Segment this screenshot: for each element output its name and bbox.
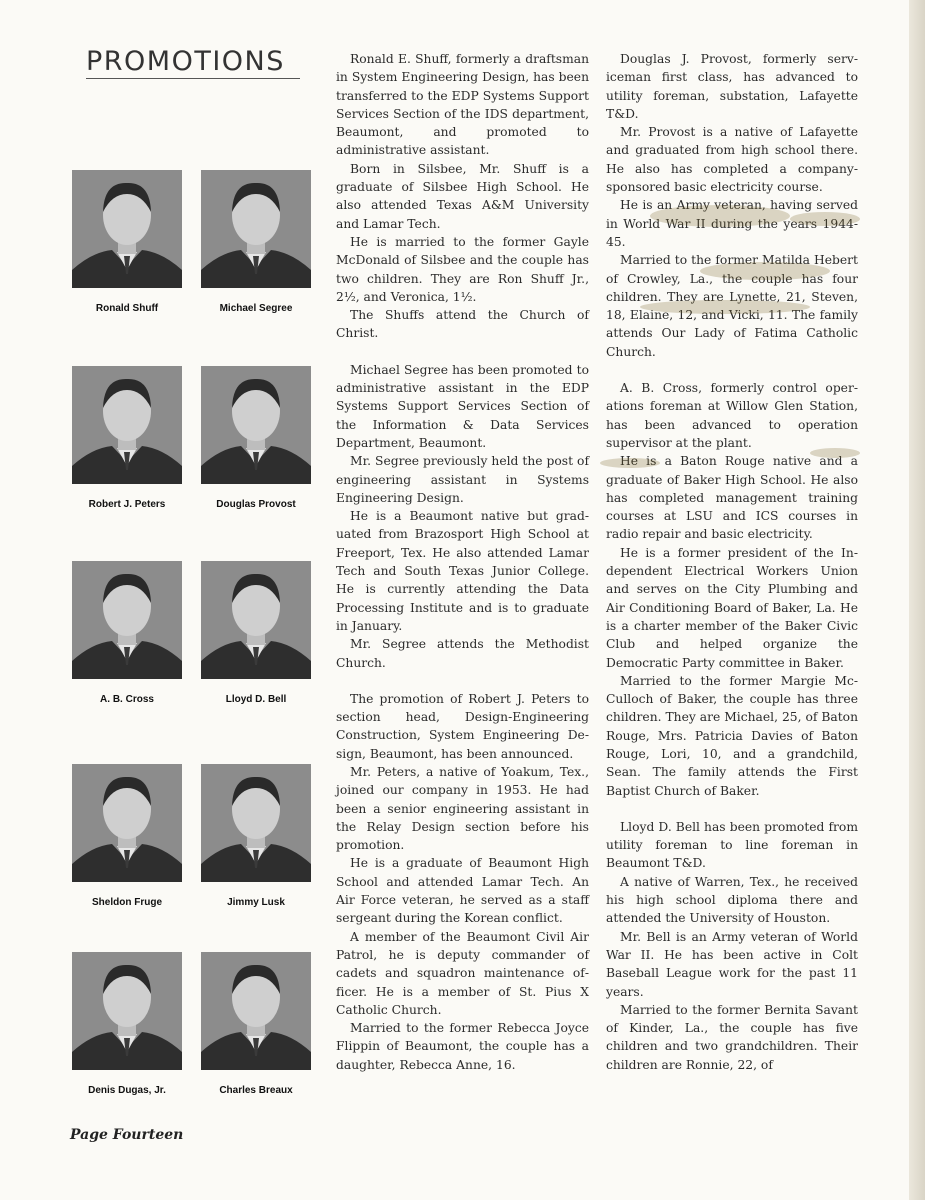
portrait-card (72, 170, 182, 314)
article-paragraph: Mr. Segree previously held the post of engineering assistant in Systems Engineering Design. (336, 454, 589, 505)
portrait-caption: Jimmy Lusk (227, 897, 285, 908)
article-paragraph: Mr. Provost is a native of Lafayette and graduated from high school there. He also has completed a company-sponsored basic electricity course. (606, 125, 858, 195)
portrait-photo (72, 764, 182, 882)
portrait-photo (201, 764, 311, 882)
portrait-caption: Ronald Shuff (95, 303, 159, 314)
portrait-caption: A. B. Cross (100, 694, 154, 705)
portrait-photo (72, 366, 182, 484)
portrait-card (201, 764, 311, 908)
article-paragraph: The promotion of Robert J. Peters to section head, Design-Engineering Construction, System Engineering Design, Beaumont, has been announced. (336, 691, 589, 761)
portrait-caption: Robert J. Peters (88, 499, 166, 510)
article-paragraph: A. B. Cross, formerly control operations foreman at Willow Glen Station, has been advanced to operation supervisor at the plant. (606, 381, 858, 450)
portrait-caption: Sheldon Fruge (92, 897, 162, 908)
portrait-photo (201, 170, 311, 288)
page-edge (909, 0, 925, 1200)
portrait-card (201, 366, 311, 510)
article-paragraph: A native of Warren, Tex., he received his high school diploma there and attended the University of Houston. (606, 874, 858, 926)
article-paragraph: He is a Baton Rouge native and a graduate of Baker High School. He also has completed management training courses at LSU and ICS courses in radio repair and basic electricity. (606, 454, 858, 542)
article-paragraph: Married to the former Rebecca Joyce Flippin of Beaumont, the couple has a daughter, Rebecca Anne, 16. (336, 1021, 589, 1072)
portrait-photo (72, 561, 182, 679)
title-underline (86, 78, 300, 79)
article-paragraph: He is a graduate of Beaumont High School and attended Lamar Tech. An Air Force veteran, he served as a staff sergeant during the Korean conflict. (336, 856, 589, 926)
portrait-card (201, 561, 311, 705)
portrait-card (201, 170, 311, 314)
article-paragraph: Douglas J. Provost, formerly serviceman first class, has advanced to utility foreman, substation, Lafayette T&D. (606, 52, 858, 121)
article-paragraph: Married to the former Matilda Hebert of Crowley, La., the couple has four children. They are Lynette, 21, Steven, 18, Elaine, 12, and Vicki, 11. The family attends Our Lady of Fatima Catholic Church. (606, 253, 858, 359)
portrait-caption: Denis Dugas, Jr. (88, 1085, 166, 1096)
article-paragraph: Mr. Segree attends the Methodist Church. (336, 637, 589, 670)
portrait-caption: Charles Breaux (219, 1085, 293, 1096)
article-column-1 (336, 50, 589, 1074)
page-title: PROMOTIONS (86, 46, 285, 77)
article-column-2 (606, 50, 858, 1074)
stain-mark (790, 212, 860, 226)
article-paragraph: A member of the Beaumont Civil Air Patrol, he is deputy commander of cadets and squadron maintenance officer. He is a member of St. Pius X Catholic Church. (336, 929, 589, 1017)
article-paragraph: Michael Segree has been promoted to administrative assistant in the EDP Systems Support Services Section of the Information & Data Services Department, Beaumont. (336, 362, 589, 450)
portrait-photo (201, 561, 311, 679)
portrait-photo (72, 170, 182, 288)
portrait-caption: Michael Segree (219, 303, 293, 314)
article-paragraph: Ronald E. Shuff, formerly a draftsman in System Engineering Design, has been transferred to the EDP Systems Support Services Section of the IDS department, Beaumont, and promoted to administrative assistant. (336, 52, 589, 158)
article-separator (606, 361, 858, 379)
stain-mark (650, 205, 790, 227)
article-separator (336, 343, 589, 361)
portrait-photo (201, 952, 311, 1070)
portrait-photo (72, 952, 182, 1070)
article-paragraph: He is an Army veteran, having served in World War II during the years 1944-45. (606, 198, 858, 249)
article-paragraph: Mr. Peters, a native of Yoakum, Tex., joined our company in 1953. He had been a senior engineering assistant in the Relay Design section before his promotion. (336, 764, 589, 853)
article-paragraph: Married to the former Bernita Savant of Kinder, La., the couple has five children and two grandchildren. Their children are Ronnie, 22, of (606, 1002, 858, 1072)
portrait-card (72, 764, 182, 908)
article-paragraph: Lloyd D. Bell has been promoted from utility foreman to line foreman in Beaumont T&D. (606, 819, 858, 871)
article-paragraph: He is a Beaumont native but graduated from Brazosport High School at Freeport, Tex. He also attended Lamar Tech and South Texas Junior College. He is currently attending the Data Processing Institute and is to graduate in January. (336, 509, 589, 633)
portrait-card (201, 952, 311, 1096)
stain-mark (810, 448, 860, 458)
page-number: Page Fourteen (70, 1127, 184, 1143)
portrait-card (72, 952, 182, 1096)
portrait-caption: Douglas Provost (216, 499, 296, 510)
article-paragraph: Born in Silsbee, Mr. Shuff is a graduate of Silsbee High School. He also attended Texas A&M University and Lamar Tech. (336, 161, 589, 231)
stain-mark (640, 300, 810, 314)
portrait-card (72, 561, 182, 705)
portrait-photo (201, 366, 311, 484)
article-separator (336, 672, 589, 690)
article-paragraph: Mr. Bell is an Army veteran of World War II. He has been active in Colt Baseball League work for the past 11 years. (606, 929, 858, 999)
portrait-caption: Lloyd D. Bell (225, 694, 287, 705)
article-paragraph: He is a former president of the Independent Electrical Workers Union and serves on the City Plumbing and Air Conditioning Board of Baker, La. He is a charter member of the Baker Civic Club and helped organize the Democratic Party committee in Baker. (606, 545, 858, 670)
article-separator (606, 800, 858, 818)
article-paragraph: He is married to the former Gayle McDonald of Silsbee and the couple has two children. They are Ron Shuff Jr., 2½, and Veronica, 1½. (336, 234, 589, 304)
stain-mark (600, 458, 660, 468)
article-paragraph: Married to the former Margie McCulloch of Baker, the couple has three children. They are Michael, 25, of Baton Rouge, Mrs. Patricia Davies of Baton Rouge, Lori, 10, and a grandchild, Sean. The family attends the First Baptist Church of Baker. (606, 673, 858, 798)
portrait-card (72, 366, 182, 510)
article-paragraph: The Shuffs attend the Church of Christ. (336, 308, 589, 341)
stain-mark (700, 262, 830, 280)
